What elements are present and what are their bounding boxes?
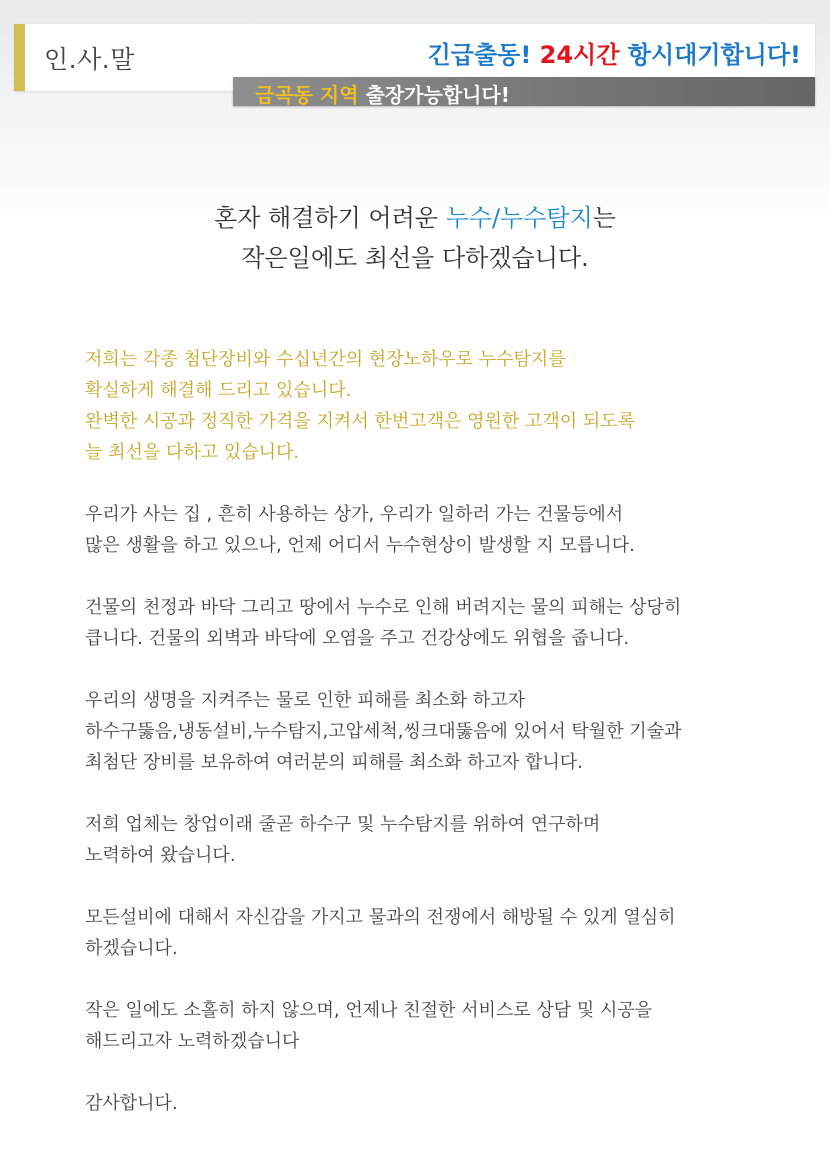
headline-line-2: 작은일에도 최선을 다하겠습니다. (241, 244, 589, 272)
body-paragraph (85, 685, 805, 778)
body-paragraph (85, 592, 805, 654)
urgent-notice (428, 35, 801, 70)
urgent-text-tail: 항시대기합니다! (619, 41, 801, 69)
text-line: 건물의 천정과 바닥 그리고 땅에서 누수로 인해 버려지는 물의 피해는 상당히 (85, 597, 682, 618)
body-paragraph (85, 902, 805, 964)
headline-highlight: 누수/누수탐지 (445, 204, 593, 232)
page-title: 인.사.말 (44, 45, 135, 74)
headline (0, 198, 830, 278)
text-line: 완벽한 시공과 정직한 가격을 지켜서 한번고객은 영원한 고객이 되도록 (85, 411, 636, 432)
text-line: 감사합니다. (85, 1093, 178, 1114)
urgent-text-hours: 24시간 (539, 41, 620, 69)
text-line: 저희 업체는 창업이래 줄곧 하수구 및 누수탐지를 위하여 연구하며 (85, 814, 601, 835)
body-paragraph (85, 499, 805, 561)
text-line: 노력하여 왔습니다. (85, 845, 236, 866)
text-line: 하수구뚫음,냉동설비,누수탐지,고압세척,씽크대뚫음에 있어서 탁월한 기술과 (85, 721, 682, 742)
text-line: 확실하게 해결해 드리고 있습니다. (85, 380, 352, 401)
text-line: 우리가 사는 집 , 흔히 사용하는 상가, 우리가 일하러 가는 건물등에서 (85, 504, 624, 525)
body-paragraph (85, 995, 805, 1057)
lead-paragraph (85, 344, 805, 468)
text-line: 모든설비에 대해서 자신감을 가지고 물과의 전쟁에서 해방될 수 있게 열심히 (85, 907, 676, 928)
text-line: 우리의 생명을 지켜주는 물로 인한 피해를 최소화 하고자 (85, 690, 525, 711)
text-line: 최첨단 장비를 보유하여 여러분의 피해를 최소화 하고자 합니다. (85, 752, 583, 773)
headline-text-after: 는 (592, 204, 616, 232)
region-service-text: 출장가능합니다! (358, 83, 510, 107)
text-line: 하겠습니다. (85, 938, 178, 959)
text-line: 저희는 각종 첨단장비와 수십년간의 현장노하우로 누수탐지를 (85, 349, 566, 370)
text-line: 많은 생활을 하고 있으나, 언제 어디서 누수현상이 발생할 지 모릅니다. (85, 535, 635, 556)
text-line: 해드리고자 노력하겠습니다 (85, 1031, 300, 1052)
headline-line-1 (0, 198, 830, 238)
urgent-text-lead: 긴급출동! (427, 41, 540, 69)
body-paragraph (85, 809, 805, 871)
text-line: 작은 일에도 소홀히 하지 않으며, 언제나 친절한 서비스로 상담 및 시공을 (85, 1000, 653, 1021)
text-line: 큽니다. 건물의 외벽과 바닥에 오염을 주고 건강상에도 위협을 줍니다. (85, 628, 630, 649)
headline-text-before: 혼자 해결하기 어려운 (214, 204, 446, 232)
region-text (255, 79, 510, 108)
region-banner (233, 77, 815, 106)
text-line: 늘 최선을 다하고 있습니다. (85, 442, 300, 463)
closing-paragraph (85, 1088, 805, 1119)
region-name: 금곡동 지역 (255, 83, 359, 107)
header-accent-bar (14, 24, 25, 91)
greeting-body (85, 344, 805, 1150)
